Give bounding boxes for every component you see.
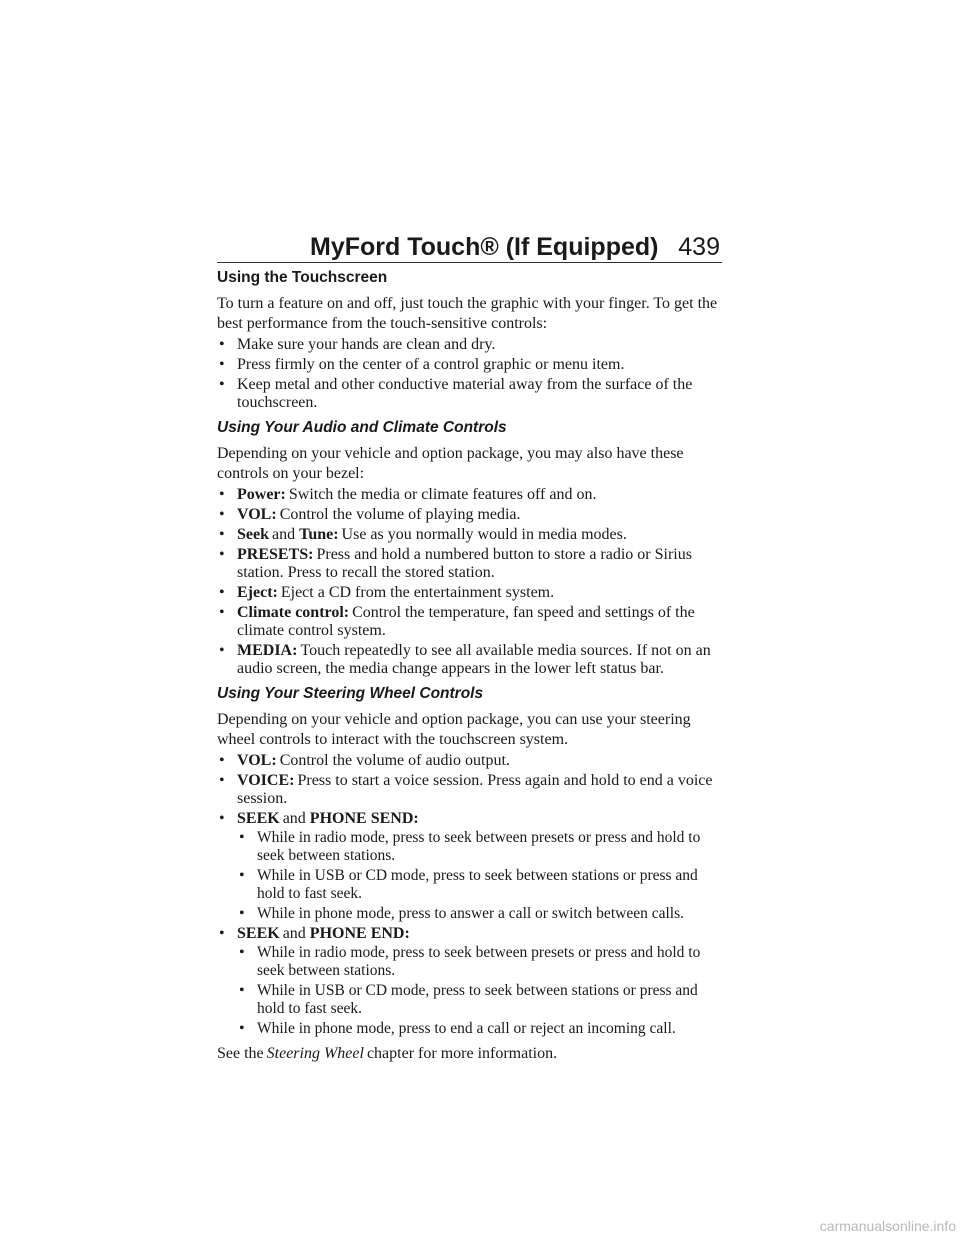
list-item: • While in radio mode, press to seek between presets or press and hold to seek between stations. (239, 944, 701, 979)
list-item: • While in USB or CD mode, press to seek between stations or press and hold to fast seek. (239, 982, 698, 1017)
page-header (310, 232, 722, 262)
chapter-reference-link[interactable]: Steering Wheel (266, 1045, 364, 1062)
bullet-icon: • (219, 546, 225, 563)
bullet-icon: • (219, 752, 225, 769)
bullet-icon: • (219, 486, 225, 503)
bullet-icon: • (239, 944, 245, 961)
list-item: • Keep metal and other conductive material away from the surface of the touchscreen. (219, 376, 693, 411)
list-item: • Climate control: Control the temperature, fan speed and settings of the climate control system. (219, 604, 695, 639)
list-item: • While in USB or CD mode, press to seek between stations or press and hold to fast seek. (239, 867, 698, 902)
bullet-icon: • (219, 336, 225, 353)
touchscreen-intro: To turn a feature on and off, just touch the graphic with your finger. To get the best performance from the touch-sensitive controls: (217, 295, 718, 332)
steering-controls-list (217, 752, 727, 1038)
list-item: • VOL: Control the volume of audio output. (219, 752, 510, 769)
list-item: • While in phone mode, press to answer a call or switch between calls. (239, 905, 684, 922)
list-item: • Make sure your hands are clean and dry. (219, 336, 496, 353)
bullet-icon: • (219, 810, 225, 827)
section-heading-touchscreen: Using the Touchscreen (217, 269, 388, 286)
bullet-icon: • (239, 829, 245, 846)
seek-send-sublist (237, 829, 727, 923)
bullet-icon: • (219, 604, 225, 621)
list-item: • Seek and Tune: Use as you normally would in media modes. (219, 526, 627, 543)
bullet-icon: • (219, 925, 225, 942)
list-item: • SEEK and PHONE SEND: • While in radio mode, press to seek between presets or press and hold to seek between stations. • While in USB or CD mode, press to seek between stations or press and hold to fast seek. • While in phone mode, press to answer a call or switch between calls. (217, 810, 727, 923)
list-item: • VOL: Control the volume of playing media. (219, 506, 521, 523)
touchscreen-tips-list (217, 336, 727, 412)
section-heading-steering-wheel: Using Your Steering Wheel Controls (217, 685, 484, 702)
steering-wheel-intro: Depending on your vehicle and option package, you can use your steering wheel controls to interact with the touchscreen system. (217, 711, 691, 748)
list-item: • VOICE: Press to start a voice session. Press again and hold to end a voice session. (219, 772, 713, 807)
bullet-icon: • (219, 584, 225, 601)
page-number: 439 (678, 233, 720, 261)
bullet-icon: • (219, 506, 225, 523)
list-item: • While in radio mode, press to seek between presets or press and hold to seek between stations. (239, 829, 701, 864)
list-item: • Power: Switch the media or climate features off and on. (219, 486, 597, 503)
bullet-icon: • (219, 356, 225, 373)
seek-end-sublist (237, 944, 727, 1038)
list-item: • Eject: Eject a CD from the entertainment system. (219, 584, 555, 601)
bullet-icon: • (239, 982, 245, 999)
section-heading-audio-climate: Using Your Audio and Climate Controls (217, 419, 507, 436)
bullet-icon: • (219, 642, 225, 659)
page-title: MyFord Touch® (If Equipped) (310, 233, 659, 261)
bullet-icon: • (219, 376, 225, 393)
bezel-controls-list (217, 486, 727, 678)
page-content (217, 268, 727, 1080)
list-item: • PRESETS: Press and hold a numbered button to store a radio or Sirius station. Press to recall the stored station. (219, 546, 692, 581)
bullet-icon: • (219, 772, 225, 789)
list-item: • MEDIA: Touch repeatedly to see all available media sources. If not on an audio screen, the media change appears in the lower left status bar. (219, 642, 711, 677)
header-divider (217, 262, 722, 263)
bullet-icon: • (239, 1020, 245, 1037)
list-item: • Press firmly on the center of a control graphic or menu item. (219, 356, 625, 373)
list-item: • While in phone mode, press to end a call or reject an incoming call. (239, 1020, 676, 1037)
closing-note: See the Steering Wheel chapter for more information. (217, 1045, 558, 1062)
list-item: • SEEK and PHONE END: • While in radio mode, press to seek between presets or press and hold to seek between stations. • While in USB or CD mode, press to seek between stations or press and hold to fast seek. • While in phone mode, press to end a call or reject an incoming call. (217, 925, 727, 1038)
bullet-icon: • (219, 526, 225, 543)
bullet-icon: • (239, 905, 245, 922)
audio-climate-intro: Depending on your vehicle and option package, you may also have these controls on your bezel: (217, 445, 684, 482)
watermark: carmanualsonline.info (819, 1218, 956, 1234)
bullet-icon: • (239, 867, 245, 884)
